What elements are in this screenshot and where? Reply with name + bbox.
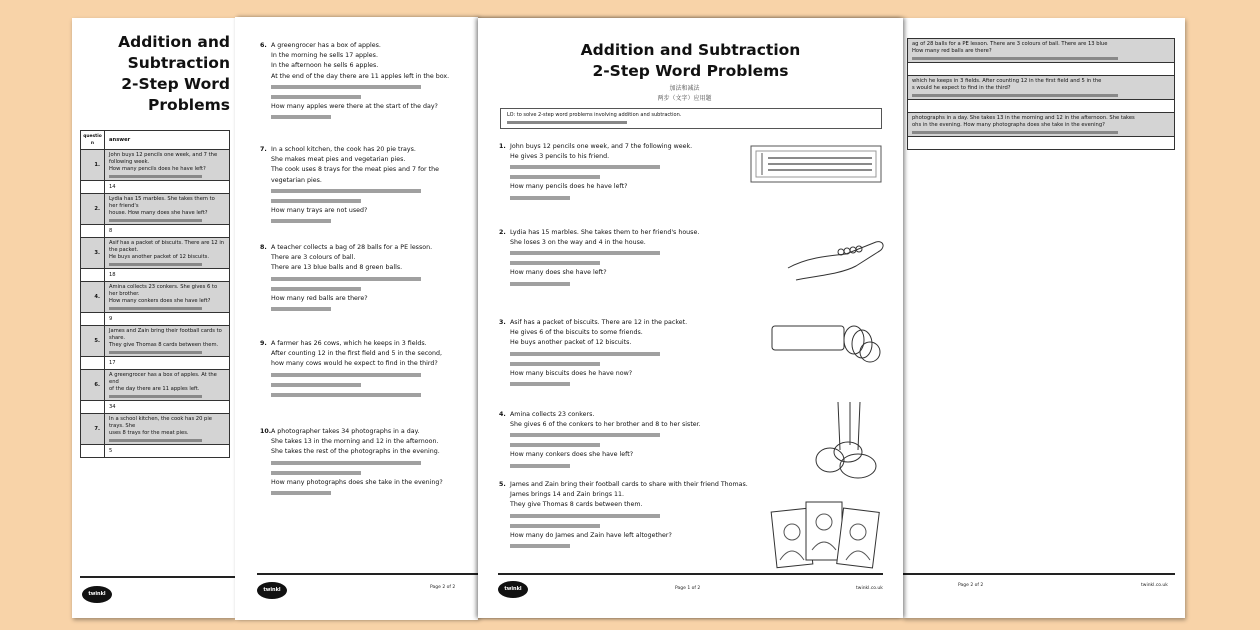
question-text: How many red balls are there? <box>912 48 992 54</box>
question-text: house. How many does she have left? <box>109 210 208 216</box>
answer-row <box>908 63 1175 76</box>
question-number: 5. <box>81 326 105 357</box>
question-text: ag of 28 balls for a PE lesson. There are 3 colours of ball. There are 13 blue <box>912 41 1108 47</box>
answer-cell: 9 <box>105 313 230 326</box>
problem-number: 6. <box>260 42 267 49</box>
chinese-translation-line <box>271 82 471 92</box>
question-cell <box>908 76 1175 100</box>
learning-objective-translation <box>507 121 627 124</box>
word-problem <box>260 41 471 122</box>
title-chinese-line-2: 两步（文字）应用题 <box>657 95 712 102</box>
question-cell <box>105 370 230 401</box>
chinese-translation-line <box>510 162 748 172</box>
chinese-translation-line <box>510 359 748 369</box>
chinese-translation-line <box>271 186 471 196</box>
chinese-translation-line <box>109 307 202 310</box>
question-text: How many pencils does he have left? <box>109 166 206 172</box>
question-number: 1. <box>81 150 105 181</box>
table-header-cell: question <box>81 131 105 150</box>
answer-cell <box>908 137 1175 150</box>
question-cell <box>105 238 230 269</box>
answer-number-cell <box>81 401 105 414</box>
problem-question: How many photographs does she take in the evening? <box>271 478 443 486</box>
answer-table <box>80 130 230 458</box>
answer-number-cell <box>81 313 105 326</box>
table-header-cell: answer <box>105 131 230 150</box>
chinese-translation-line <box>109 351 202 354</box>
problem-text-line: A photographer takes 34 photographs in a day. <box>271 428 420 435</box>
chinese-translation-line <box>271 468 471 478</box>
question-row <box>908 113 1175 137</box>
problem-text-line: He gives 3 pencils to his friend. <box>510 153 610 161</box>
problem-question: How many pencils does he have left? <box>510 183 628 191</box>
question-text: Asif has a packet of biscuits. There are 12 in the packet. <box>109 240 225 253</box>
chinese-translation-line <box>510 430 748 440</box>
word-problem <box>260 427 471 498</box>
chinese-translation-line <box>271 380 471 390</box>
chinese-translation-line <box>271 216 471 226</box>
answer-cell: 14 <box>105 181 230 194</box>
problem-text-line: After counting 12 in the first field and 5 in the second, <box>271 350 443 358</box>
footer-line <box>257 573 478 575</box>
chinese-translation-line <box>109 219 202 222</box>
problem-text-line: Amina collects 23 conkers. <box>510 411 595 418</box>
conkers-illustration <box>808 400 888 480</box>
word-problem <box>260 339 471 400</box>
chinese-translation-line <box>271 274 471 284</box>
problem-question: How many does she have left? <box>510 269 607 277</box>
answer-row <box>81 313 230 326</box>
problem-text-line: In the morning he sells 17 apples. <box>271 52 378 60</box>
word-problem <box>260 243 471 314</box>
problem-text-line: A greengrocer has a box of apples. <box>271 42 381 49</box>
problem-text-line: They give Thomas 8 cards between them. <box>510 501 643 509</box>
question-text: s would he expect to find in the third? <box>912 85 1011 91</box>
answer-row <box>81 181 230 194</box>
question-text: of the day there are 11 apples left. <box>109 386 200 392</box>
question-text: ohs in the evening. How many photographs does she take in the evening? <box>912 122 1105 128</box>
twinkl-logo: twinkl <box>498 581 528 598</box>
chinese-translation-line <box>510 258 748 268</box>
hand-with-marbles-illustration <box>786 228 886 283</box>
problem-text-line: She takes the rest of the photographs in the evening. <box>271 448 440 456</box>
chinese-translation-line <box>109 175 202 178</box>
site-url: twinkl.co.uk <box>1141 583 1168 588</box>
question-number: 4. <box>81 282 105 313</box>
question-text: In a school kitchen, the cook has 20 pie trays. She <box>109 416 212 429</box>
question-text: Lydia has 15 marbles. She takes them to her friend's <box>109 196 215 209</box>
answer-cell <box>908 63 1175 76</box>
problem-text-line: There are 3 colours of ball. <box>271 254 356 262</box>
word-problem <box>499 142 748 203</box>
chinese-translation-line <box>510 279 748 289</box>
footer-line <box>80 576 235 578</box>
question-row <box>81 150 230 181</box>
question-text: They give Thomas 8 cards between them. <box>109 342 219 348</box>
chinese-translation-line <box>912 57 1118 60</box>
answer-number-cell <box>81 181 105 194</box>
question-cell <box>908 39 1175 63</box>
title-chinese-line-1: 加法和减法 <box>669 85 700 92</box>
chinese-translation-line <box>271 196 471 206</box>
problem-text-line: In the afternoon he sells 6 apples. <box>271 62 379 70</box>
chinese-translation-line <box>271 370 471 380</box>
word-problem <box>499 318 748 389</box>
problem-question: How many conkers does she have left? <box>510 451 634 459</box>
question-cell <box>105 194 230 225</box>
answer-number-cell <box>81 445 105 458</box>
problem-question: How many red balls are there? <box>271 294 368 302</box>
problem-text-line: James and Zain bring their football cards to share with their friend Thomas. <box>510 481 748 488</box>
answer-table-continued <box>907 38 1175 150</box>
answer-row <box>81 225 230 238</box>
answer-cell: 5 <box>105 445 230 458</box>
twinkl-logo: twinkl <box>257 582 287 599</box>
chinese-translation-line <box>271 284 471 294</box>
chinese-translation-line <box>912 131 1118 134</box>
chinese-translation-line <box>271 488 471 498</box>
problem-text-line: She takes 13 in the morning and 12 in the afternoon. <box>271 438 439 446</box>
answer-row <box>908 137 1175 150</box>
answer-row <box>81 401 230 414</box>
chinese-translation-line <box>510 461 748 471</box>
footer-line <box>498 573 883 575</box>
worksheet-page-1 <box>478 18 903 618</box>
problem-number: 2. <box>499 229 506 236</box>
problem-number: 3. <box>499 319 506 326</box>
page-number: Page 2 of 2 <box>958 583 984 588</box>
problem-number: 10. <box>260 428 272 435</box>
problem-number: 5. <box>499 481 506 488</box>
problem-text-line: She gives 6 of the conkers to her brother and 8 to her sister. <box>510 421 701 429</box>
chinese-translation-line <box>912 94 1118 97</box>
question-cell <box>105 326 230 357</box>
problem-number: 4. <box>499 411 506 418</box>
answer-row <box>81 445 230 458</box>
page-number: Page 1 of 2 <box>675 586 701 591</box>
chinese-translation-line <box>510 541 748 551</box>
problem-text-line: She loses 3 on the way and 4 in the house. <box>510 239 646 247</box>
chinese-translation-line <box>510 248 748 258</box>
question-row <box>81 370 230 401</box>
title-line-2: 2-Step Word Problems <box>121 75 230 114</box>
chinese-translation-line <box>510 172 748 182</box>
site-url: twinkl.co.uk <box>856 586 883 591</box>
problem-number: 8. <box>260 244 267 251</box>
problem-text-line: She makes meat pies and vegetarian pies. <box>271 156 406 164</box>
chinese-translation-line <box>271 112 471 122</box>
problem-text-line: There are 13 blue balls and 8 green balls. <box>271 264 403 272</box>
question-text: James and Zain bring their football cards to share. <box>109 328 222 341</box>
chinese-translation-line <box>510 521 748 531</box>
question-number: 2. <box>81 194 105 225</box>
answer-row <box>908 100 1175 113</box>
question-cell <box>105 150 230 181</box>
question-number: 6. <box>81 370 105 401</box>
problem-text-line: In a school kitchen, the cook has 20 pie trays. <box>271 146 416 153</box>
footer-line <box>903 573 1175 575</box>
learning-objective: LO: to solve 2-step word problems involving addition and subtraction. <box>507 112 682 118</box>
question-text: A greengrocer has a box of apples. At the end <box>109 372 217 385</box>
chinese-translation-line <box>510 349 748 359</box>
problem-text-line: James brings 14 and Zain brings 11. <box>510 491 625 499</box>
page-number: Page 2 of 2 <box>430 585 456 590</box>
chinese-translation-line <box>510 440 748 450</box>
chinese-translation-line <box>109 263 202 266</box>
worksheet-title <box>478 40 903 82</box>
answer-sheet-title <box>80 32 230 116</box>
question-number: 3. <box>81 238 105 269</box>
chinese-translation-line <box>271 92 471 102</box>
answer-cell: 8 <box>105 225 230 238</box>
question-text: photographs in a day. She takes 13 in the morning and 12 in the afternoon. She takes <box>912 115 1135 121</box>
problem-question: How many trays are not used? <box>271 206 368 214</box>
answer-sheet-page-right <box>903 18 1185 618</box>
chinese-translation-line <box>109 439 202 442</box>
problem-text-line: At the end of the day there are 11 apples left in the box. <box>271 72 450 80</box>
answer-row <box>81 357 230 370</box>
twinkl-logo: twinkl <box>82 586 112 603</box>
answer-cell: 17 <box>105 357 230 370</box>
problem-text-line: He gives 6 of the biscuits to some friends. <box>510 329 643 337</box>
problem-text-line: The cook uses 8 trays for the meat pies and 7 for the vegetarian pies. <box>271 166 439 184</box>
problem-text-line: A farmer has 26 cows, which he keeps in 3 fields. <box>271 340 427 347</box>
word-problem <box>499 480 748 551</box>
question-text: How many conkers does she have left? <box>109 298 211 304</box>
question-row <box>81 238 230 269</box>
chinese-translation-line <box>510 379 748 389</box>
answer-cell <box>908 100 1175 113</box>
problem-question: How many apples were there at the start of the day? <box>271 102 438 110</box>
question-row <box>81 414 230 445</box>
answer-cell: 18 <box>105 269 230 282</box>
title-line-2: 2-Step Word Problems <box>592 62 789 80</box>
question-number: 7. <box>81 414 105 445</box>
problem-text-line: Lydia has 15 marbles. She takes them to her friend's house. <box>510 229 700 236</box>
learning-objective-box <box>500 108 882 129</box>
question-text: which he keeps in 3 fields. After counting 12 in the first field and 5 in the <box>912 78 1102 84</box>
worksheet-page-2 <box>235 17 478 620</box>
word-problem <box>499 228 748 289</box>
chinese-translation-line <box>271 390 471 400</box>
problem-text-line: A teacher collects a bag of 28 balls for a PE lesson. <box>271 244 433 251</box>
word-problem <box>499 410 748 471</box>
chinese-translation-line <box>510 511 748 521</box>
word-problem <box>260 145 471 226</box>
title-line-1: Addition and Subtraction <box>118 33 230 72</box>
question-cell <box>105 282 230 313</box>
problem-text-line: He buys another packet of 12 biscuits. <box>510 339 632 347</box>
problem-number: 7. <box>260 146 267 153</box>
answer-number-cell <box>81 225 105 238</box>
answer-sheet-page-left <box>72 18 235 618</box>
problem-number: 9. <box>260 340 267 347</box>
problem-question: How many biscuits does he have now? <box>510 369 633 377</box>
chinese-translation-line <box>109 395 202 398</box>
question-cell <box>105 414 230 445</box>
answer-number-cell <box>81 357 105 370</box>
problem-number: 1. <box>499 143 506 150</box>
answer-row <box>81 269 230 282</box>
pencils-illustration <box>750 145 882 183</box>
question-text: He buys another packet of 12 biscuits. <box>109 254 209 260</box>
question-row <box>908 39 1175 63</box>
question-row <box>908 76 1175 100</box>
title-line-1: Addition and Subtraction <box>580 41 801 59</box>
chinese-translation-line <box>271 304 471 314</box>
question-text: John buys 12 pencils one week, and 7 the following week. <box>109 152 218 165</box>
problem-text-line: John buys 12 pencils one week, and 7 the following week. <box>510 143 693 150</box>
problem-question: How many do James and Zain have left altogether? <box>510 531 672 539</box>
problem-text-line: how many cows would he expect to find in the third? <box>271 360 438 368</box>
biscuit-packet-illustration <box>770 318 885 366</box>
question-text: uses 8 trays for the meat pies. <box>109 430 189 436</box>
question-row <box>81 326 230 357</box>
question-text: Amina collects 23 conkers. She gives 6 to her brother. <box>109 284 218 297</box>
chinese-translation-line <box>271 458 471 468</box>
football-cards-illustration <box>770 498 882 570</box>
question-row <box>81 194 230 225</box>
table-header-row <box>81 131 230 150</box>
answer-number-cell <box>81 269 105 282</box>
answer-cell: 34 <box>105 401 230 414</box>
chinese-translation-line <box>510 193 748 203</box>
question-row <box>81 282 230 313</box>
problem-text-line: Asif has a packet of biscuits. There are 12 in the packet. <box>510 319 688 326</box>
question-cell <box>908 113 1175 137</box>
